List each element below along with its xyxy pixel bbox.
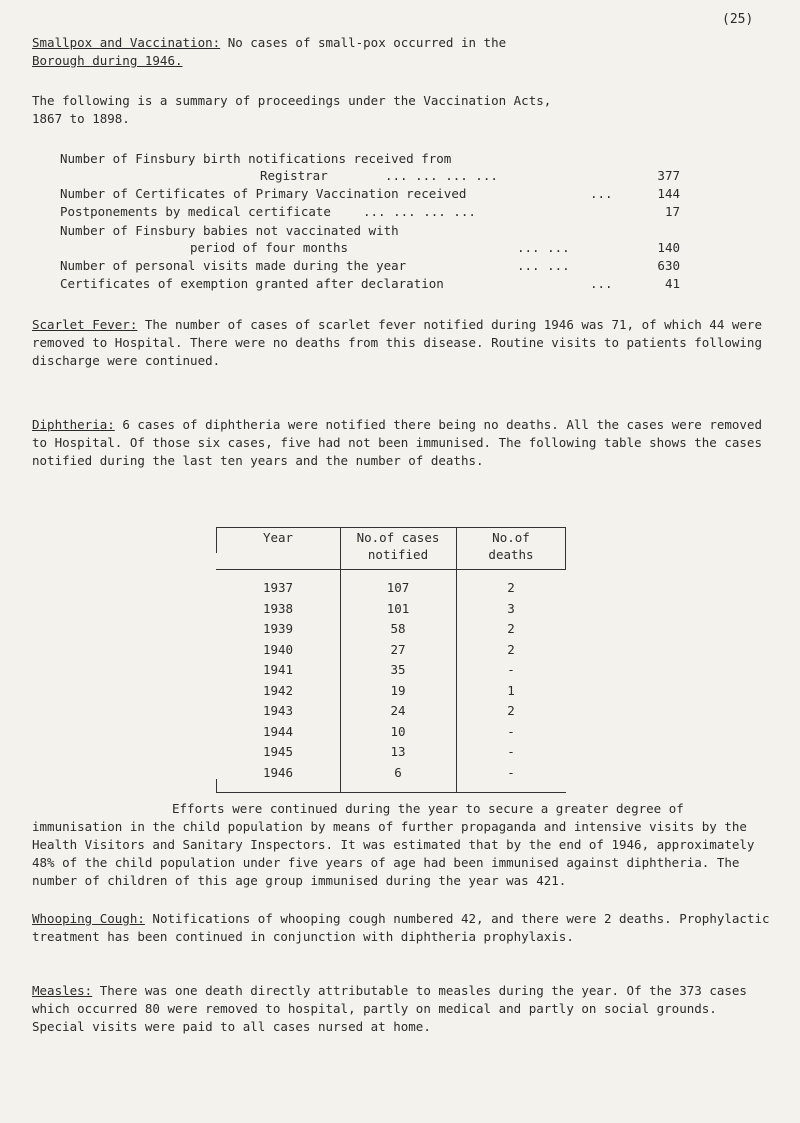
measles-heading: Measles: xyxy=(32,983,93,998)
smallpox-line-1 xyxy=(32,34,506,52)
whooping-cough-paragraph xyxy=(32,910,772,946)
stat-label: Number of Certificates of Primary Vaccination received xyxy=(60,186,467,201)
stat-label: Number of Finsbury birth notifications received from xyxy=(60,151,452,166)
table-cell-deaths: 2 xyxy=(507,641,515,657)
diphtheria-text: 6 cases of diphtheria were notified there being no deaths. All the cases were removed to Hospital. Of those six cases, five had not been immunised. The following table shows the cases notified during the last ten years and the number of deaths. xyxy=(32,417,763,468)
diphtheria-table xyxy=(216,527,566,793)
table-cell-cases: 10 xyxy=(390,723,406,739)
smallpox-text-line-2: Borough during 1946. xyxy=(32,53,183,68)
table-bottom-rule xyxy=(216,792,566,793)
whooping-cough-text: Notifications of whooping cough numbered 42, and there were 2 deaths. Prophylactic treatment has been continued in conjunction with diphtheria prophylaxis. xyxy=(32,911,770,944)
stat-value: 630 xyxy=(657,258,680,273)
vaccination-intro-line-1: The following is a summary of proceedings under the Vaccination Acts, xyxy=(32,93,552,108)
stat-label: Postponements by medical certificate xyxy=(60,204,331,219)
stat-dots: ... ... xyxy=(517,240,570,255)
table-cell-cases: 6 xyxy=(394,764,402,780)
table-header-rule xyxy=(216,569,566,570)
stat-dots: ... ... xyxy=(517,258,570,273)
table-cell-cases: 107 xyxy=(386,580,410,595)
table-cell-deaths: - xyxy=(507,723,515,739)
scarlet-fever-paragraph xyxy=(32,316,772,370)
scarlet-fever-text: The number of cases of scarlet fever notified during 1946 was 71, of which 44 were removed to Hospital. There were no deaths from this disease. Routine visits to patients following discharge were continued. xyxy=(32,317,762,368)
stat-value: 140 xyxy=(657,240,680,255)
whooping-cough-heading: Whooping Cough: xyxy=(32,911,145,926)
stat-label: Certificates of exemption granted after declaration xyxy=(60,276,444,291)
measles-text: There was one death directly attributable to measles during the year. Of the 373 cases which occurred 80 were removed to hospital, partly on medical and partly on social grounds. Special visits were paid to all cases nursed at home. xyxy=(32,983,747,1034)
table-header-deaths-line-1: No.of xyxy=(492,530,530,545)
stat-row xyxy=(60,168,680,186)
table-cell-cases: 24 xyxy=(390,703,406,718)
diphtheria-heading: Diphtheria: xyxy=(32,417,115,432)
table-cell-deaths: 1 xyxy=(507,682,515,698)
table-cell-cases: 58 xyxy=(390,621,406,636)
table-cell-year: 1945 xyxy=(262,744,294,759)
table-rule xyxy=(216,779,217,793)
measles-paragraph xyxy=(32,982,772,1036)
table-cell-year: 1943 xyxy=(262,703,294,718)
vaccination-intro-line-2: 1867 to 1898. xyxy=(32,111,130,126)
table-header-cases xyxy=(340,529,456,571)
table-cell-year: 1942 xyxy=(262,682,294,698)
stat-row xyxy=(60,240,680,258)
stat-row xyxy=(60,186,680,204)
stat-dots: ... xyxy=(590,276,613,291)
table-cell-year: 1946 xyxy=(262,764,294,780)
table-cell-year: 1940 xyxy=(262,641,294,657)
page-number: (25) xyxy=(722,12,754,27)
table-cell-year: 1941 xyxy=(262,662,294,677)
stat-label: period of four months xyxy=(190,240,349,255)
table-header-deaths-line-2: deaths xyxy=(488,547,534,562)
table-cell-cases: 35 xyxy=(390,662,406,677)
table-top-rule xyxy=(216,527,566,528)
stat-label: Registrar xyxy=(260,168,328,183)
table-cell-year: 1939 xyxy=(262,621,294,636)
table-cell-year: 1938 xyxy=(262,600,294,616)
stat-dots: ... ... ... ... xyxy=(363,204,476,219)
stat-dots: ... ... ... ... xyxy=(385,168,498,183)
table-cell-cases: 27 xyxy=(390,641,406,657)
stat-value: 41 xyxy=(664,276,680,291)
table-header-cases-line-2: notified xyxy=(367,547,429,562)
stat-row xyxy=(60,258,680,276)
table-cell-deaths: 3 xyxy=(507,600,515,616)
stat-dots: ... xyxy=(590,186,613,201)
stat-row xyxy=(60,204,680,222)
stat-row xyxy=(60,276,680,294)
table-cell-cases: 19 xyxy=(390,682,406,698)
stat-value: 17 xyxy=(664,204,680,219)
table-cell-cases: 13 xyxy=(390,744,406,759)
smallpox-heading: Smallpox and Vaccination: xyxy=(32,35,221,50)
table-cell-cases: 101 xyxy=(386,600,410,616)
table-cell-deaths: 2 xyxy=(507,621,515,636)
table-header-cases-line-1: No.of cases xyxy=(356,530,440,545)
stat-label: Number of Finsbury babies not vaccinated with xyxy=(60,223,399,238)
table-cell-deaths: 2 xyxy=(507,580,515,595)
smallpox-text: No cases of small-pox occurred in the xyxy=(227,35,507,50)
table-cell-year: 1937 xyxy=(262,580,294,595)
table-cell-deaths: - xyxy=(507,744,515,759)
diphtheria-paragraph xyxy=(32,416,772,470)
immunisation-paragraph: Efforts were continued during the year to secure a greater degree of immunisation in the child population by means of further propaganda and intensive visits by the Health Visitors and Sanitary Inspectors. It was estimated that by the end of 1946, approximately 48% of the child population under five years of age had been immunised against diphtheria. The number of children of this age group immunised during the year was 421. xyxy=(32,801,755,888)
stat-value: 144 xyxy=(657,186,680,201)
stat-label: Number of personal visits made during the year xyxy=(60,258,407,273)
table-cell-year: 1944 xyxy=(262,723,294,739)
table-header-deaths xyxy=(456,529,566,571)
stat-value: 377 xyxy=(657,168,680,183)
scarlet-fever-heading: Scarlet Fever: xyxy=(32,317,138,332)
table-cell-deaths: - xyxy=(507,662,515,677)
table-cell-deaths: 2 xyxy=(507,703,515,718)
table-header-year: Year xyxy=(262,530,294,545)
table-cell-deaths: - xyxy=(507,764,515,780)
